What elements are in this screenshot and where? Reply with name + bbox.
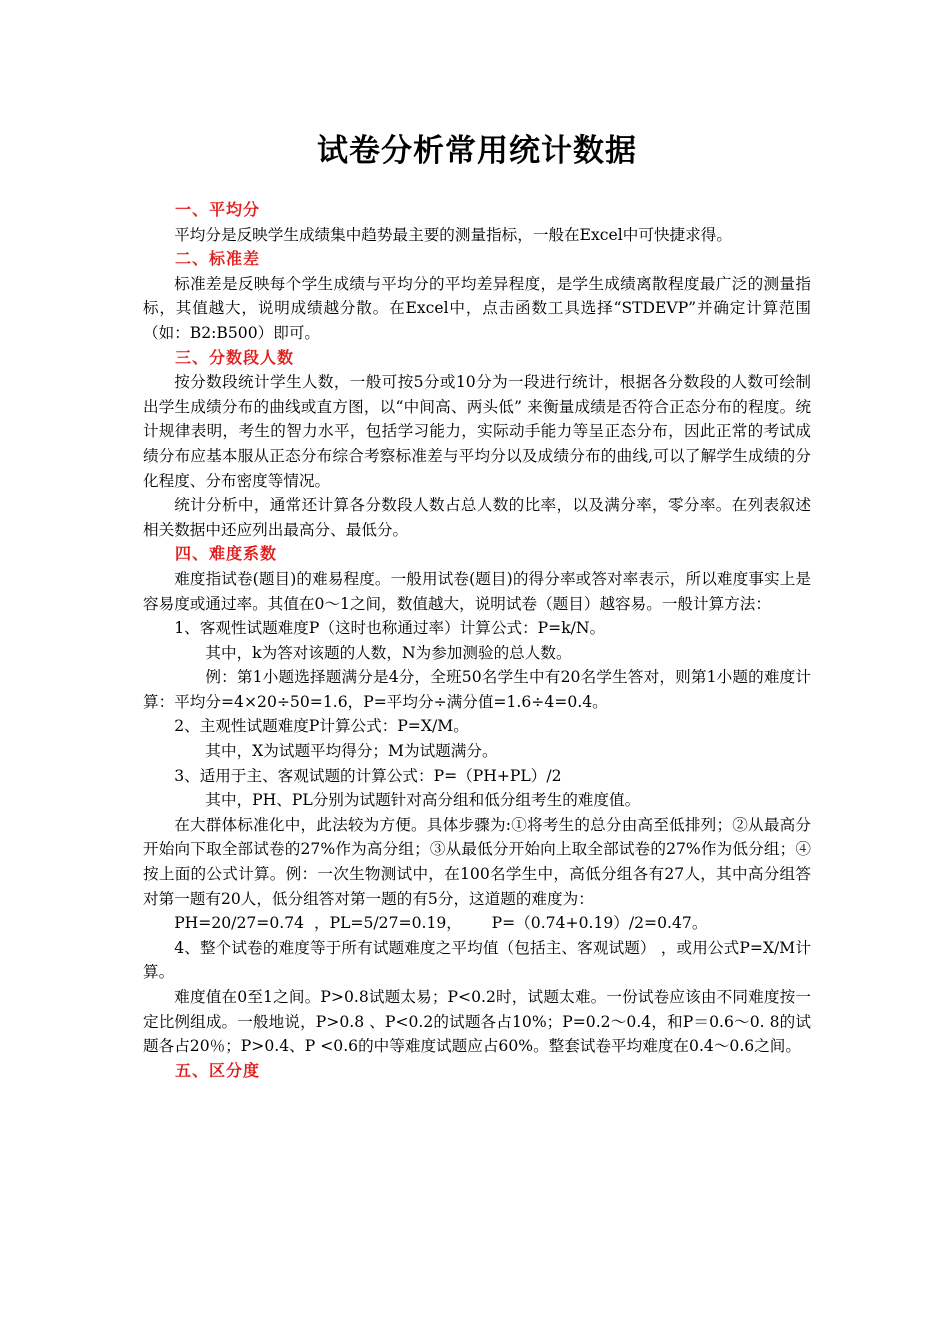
- body-paragraph: 1、客观性试题难度P（这时也称通过率）计算公式：P=k/N。: [174, 619, 606, 638]
- indented-paragraph: 例：第1小题选择题满分是4分，全班50名学生中有20名学生答对，则第1小题的难度计算：平均分=4×20÷50=1.6，P=平均分÷满分值=1.6÷4=0.4。: [143, 668, 811, 711]
- body-paragraph: 统计分析中，通常还计算各分数段人数占总人数的比率，以及满分率，零分率。在列表叙述相关数据中还应列出最高分、最低分。: [143, 496, 811, 539]
- indented-paragraph: 其中，PH、PL分别为试题针对高分组和低分组考生的难度值。: [205, 791, 641, 810]
- document-body: [143, 198, 811, 1083]
- indented-paragraph: 其中，k为答对该题的人数，N为参加测验的总人数。: [205, 643, 572, 662]
- body-paragraph: 难度指试卷(题目)的难易程度。一般用试卷(题目)的得分率或答对率表示，所以难度事实上是容易度或通过率。其值在0～1之间，数值越大，说明试卷（题目）越容易。一般计算方法：: [143, 569, 811, 613]
- section-heading: 三、分数段人数: [175, 347, 295, 367]
- body-paragraph: 2、主观性试题难度P计算公式：P=X/M。: [174, 717, 469, 736]
- section-heading: 一、平均分: [175, 200, 261, 219]
- body-paragraph: 难度值在0至1之间。P>0.8试题太易；P<0.2时，试题太难。一份试卷应该由不同难度按一定比例组成。一般地说，P>0.8 、P<0.2的试题各占10%；P=0.2～0.4，和P＝0.6～0. 8的试题各占20％；P>0.4、P <0.6的中等难度试题应占60%。整套试卷平均难度在0.4～0.6之间。: [143, 988, 811, 1056]
- document-title: 试卷分析常用统计数据: [317, 133, 637, 169]
- section-heading: 五、区分度: [175, 1060, 261, 1080]
- section-heading: 二、标准差: [175, 249, 261, 269]
- body-paragraph: 标准差是反映每个学生成绩与平均分的平均差异程度，是学生成绩离散程度最广泛的测量指标，其值越大，说明成绩越分散。在Excel中，点击函数工具选择“STDEVP”并确定计算范围（如：B2:B500）即可。: [143, 274, 811, 342]
- body-paragraph: 平均分是反映学生成绩集中趋势最主要的测量指标，一般在Excel中可快捷求得。: [174, 225, 732, 244]
- body-paragraph: 按分数段统计学生人数，一般可按5分或10分为一段进行统计，根据各分数段的人数可绘制出学生成绩分布的曲线或直方图，以“中间高、两头低” 来衡量成绩是否符合正态分布的程度。统计规律表明，考生的智力水平，包括学习能力，实际动手能力等呈正态分布，因此正常的考试成绩分布应基本服从正态分布综合考察标准差与平均分以及成绩分布的曲线,可以了解学生成绩的分化程度、分布密度等情况。: [143, 373, 811, 490]
- formula-line: PH=20/27=0.74 ，PL=5/27=0.19， P=（0.74+0.19）/2=0.47。: [174, 914, 708, 933]
- section-heading: 四、难度系数: [175, 544, 278, 564]
- body-paragraph: 在大群体标准化中，此法较为方便。具体步骤为:①将考生的总分由高至低排列；②从最高分开始向下取全部试卷的27%作为高分组；③从最低分开始向上取全部试卷的27%作为低分组；④按上面的公式计算。例：一次生物测试中，在100名学生中，高低分组各有27人，其中高分组答对第一题有20人，低分组答对第一题的有5分，这道题的难度为：: [143, 815, 811, 908]
- body-paragraph: 3、适用于主、客观试题的计算公式：P=（PH+PL）/2: [174, 766, 562, 785]
- indented-paragraph: 其中，X为试题平均得分；M为试题满分。: [205, 742, 498, 761]
- body-paragraph: 4、整个试卷的难度等于所有试题难度之平均值（包括主、客观试题） ，或用公式P=X/M计算。: [143, 938, 811, 982]
